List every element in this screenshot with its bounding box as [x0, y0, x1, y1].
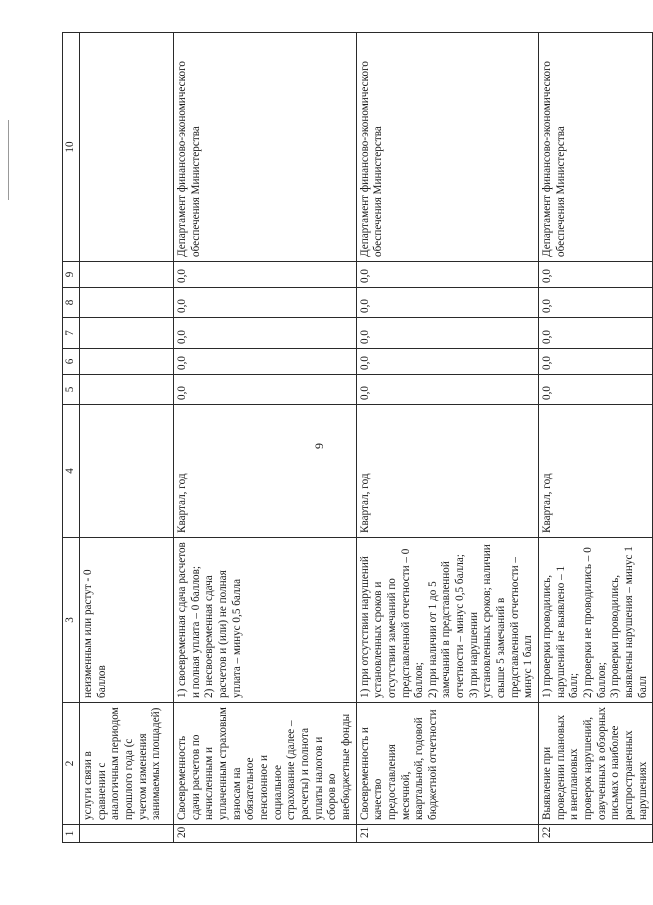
value-cell: [80, 375, 174, 405]
header-cell: 10: [63, 33, 80, 262]
row-number: 22: [539, 825, 653, 843]
value-cell: 0,0: [539, 318, 653, 349]
header-cell: 1: [63, 825, 80, 843]
value-cell: 0,0: [539, 288, 653, 318]
value-cell: 0,0: [356, 349, 539, 375]
indicator-name: услуги связи в сравнении с аналогичным периодом прошлого года (с учетом изменения занимаемых площадей): [80, 703, 174, 825]
table-row: [356, 33, 539, 843]
header-cell: 7: [63, 318, 80, 349]
evaluation-criteria: 1) при отсутствии нарушений установленных сроков и отсутствии замечаний по представленной отчетности – 0 баллов; 2) при наличии от 1 до 5 замечаний в представленной отчетности – минус 0,5 балла; 3) при нарушении установленных сроков; наличии свыше 5 замечаний в представленной отчетности – минус 1 балл: [356, 538, 539, 703]
value-cell: 0,0: [174, 318, 357, 349]
evaluation-criteria: неизменным или растут - 0 баллов: [80, 538, 174, 703]
reporting-period: [80, 405, 174, 538]
header-cell: 3: [63, 538, 80, 703]
value-cell: 0,0: [174, 288, 357, 318]
responsible-department: Департамент финансово-экономического обеспечения Министерства: [539, 33, 653, 262]
evaluation-criteria: 1) своевременная сдача расчетов и полная уплата – 0 баллов; 2) несвоевременная сдача расчетов и (или) не полная уплата – минус 0,5 балла: [174, 538, 357, 703]
value-cell: 0,0: [356, 262, 539, 288]
indicator-name: Выявление при проведении плановых и внеплановых проверок нарушений, озвученных в обзорных письмах о наиболее распространенных нарушениях: [539, 703, 653, 825]
header-cell: 6: [63, 349, 80, 375]
row-number: 21: [356, 825, 539, 843]
value-cell: 0,0: [174, 262, 357, 288]
page-number: 9: [312, 443, 326, 449]
table-row: [80, 33, 174, 843]
value-cell: 0,0: [539, 262, 653, 288]
reporting-period: Квартал, год: [539, 405, 653, 538]
table-row: [174, 33, 357, 843]
value-cell: 0,0: [539, 375, 653, 405]
criteria-table: [62, 32, 653, 843]
value-cell: 0,0: [356, 288, 539, 318]
reporting-period: Квартал, год: [174, 405, 357, 538]
value-cell: [80, 318, 174, 349]
value-cell: 0,0: [356, 318, 539, 349]
value-cell: 0,0: [174, 375, 357, 405]
header-cell: 8: [63, 288, 80, 318]
header-cell: 5: [63, 375, 80, 405]
value-cell: 0,0: [174, 349, 357, 375]
header-cell: 4: [63, 405, 80, 538]
header-cell: 2: [63, 703, 80, 825]
value-cell: [80, 349, 174, 375]
evaluation-criteria: 1) проверки проводились, нарушений не выявлено – 1 балл; 2) проверки не проводились – 0 баллов; 3) проверки проводились, выявлены нарушения – минус 1 балл: [539, 538, 653, 703]
value-cell: [80, 288, 174, 318]
row-number: 20: [174, 825, 357, 843]
responsible-department: Департамент финансово-экономического обеспечения Министерства: [356, 33, 539, 262]
responsible-department: Департамент финансово-экономического обеспечения Министерства: [174, 33, 357, 262]
header-cell: 9: [63, 262, 80, 288]
table-header-row: [63, 33, 80, 843]
value-cell: 0,0: [539, 349, 653, 375]
table-row: [539, 33, 653, 843]
indicator-name: Своевременность сдачи расчетов по начисленным и уплаченным страховым взносам на обязательное пенсионное и социальное страхование (далее – расчеты) и полнота уплаты налогов и сборов во внебюджетные фонды: [174, 703, 357, 825]
value-cell: [80, 262, 174, 288]
reporting-period: Квартал, год: [356, 405, 539, 538]
value-cell: 0,0: [356, 375, 539, 405]
rotated-table-wrapper: [62, 33, 649, 843]
indicator-name: Своевременность и качество предоставления месячной, квартальной, годовой бюджетной отчетности: [356, 703, 539, 825]
scan-edge-mark: [8, 120, 9, 200]
row-number: [80, 825, 174, 843]
responsible-department: [80, 33, 174, 262]
